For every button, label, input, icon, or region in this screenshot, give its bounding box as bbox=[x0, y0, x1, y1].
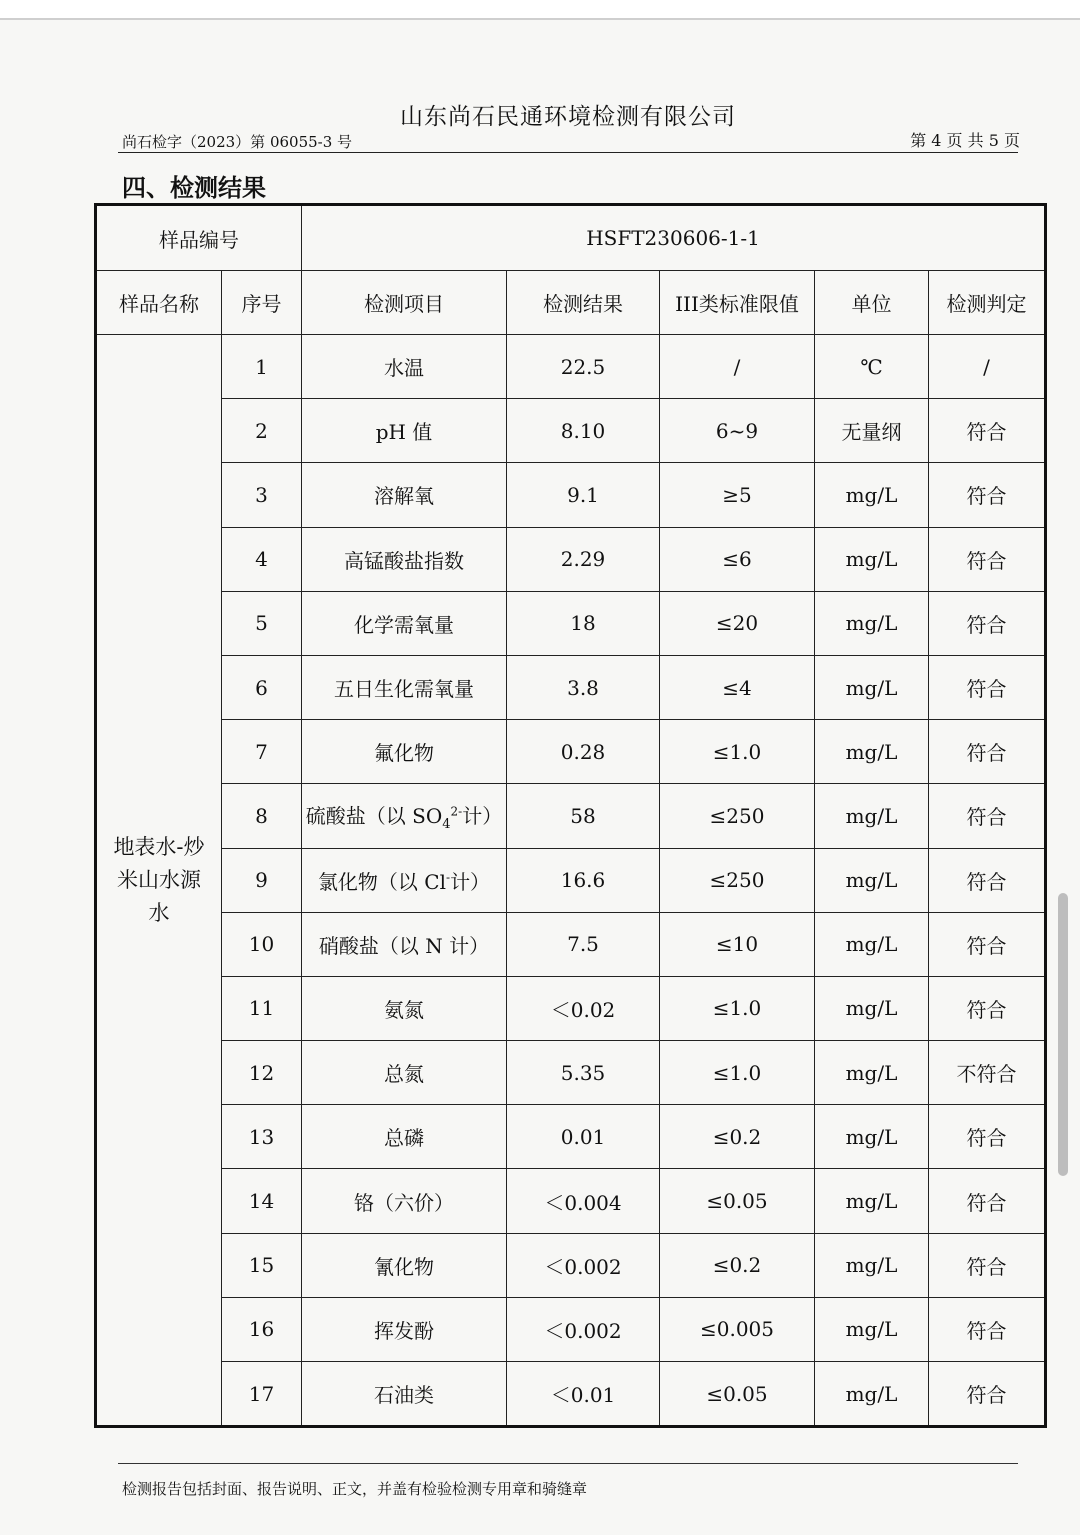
row-seq: 14 bbox=[222, 1169, 302, 1233]
row-limit: ≤0.2 bbox=[660, 1105, 815, 1169]
row-unit: mg/L bbox=[815, 720, 929, 784]
row-seq: 4 bbox=[222, 527, 302, 591]
row-seq: 17 bbox=[222, 1362, 302, 1427]
footer-note: 检测报告包括封面、报告说明、正文，并盖有检验检测专用章和骑缝章 bbox=[122, 1480, 588, 1498]
row-limit: ≤0.05 bbox=[660, 1169, 815, 1233]
row-item: pH 值 bbox=[302, 399, 507, 463]
row-item-part: 计） bbox=[450, 869, 491, 894]
sample-name-cell bbox=[96, 335, 222, 1427]
row-judgement: 符合 bbox=[929, 1362, 1046, 1427]
row-judgement: 符合 bbox=[929, 976, 1046, 1040]
row-judgement: 符合 bbox=[929, 1297, 1046, 1361]
row-unit: ℃ bbox=[815, 335, 929, 399]
row-item: 五日生化需氧量 bbox=[302, 655, 507, 719]
row-unit: mg/L bbox=[815, 784, 929, 848]
row-seq: 1 bbox=[222, 335, 302, 399]
row-unit: mg/L bbox=[815, 976, 929, 1040]
col-header-seq: 序号 bbox=[222, 271, 302, 335]
row-seq: 2 bbox=[222, 399, 302, 463]
row-result: 16.6 bbox=[507, 848, 660, 912]
row-unit: mg/L bbox=[815, 1041, 929, 1105]
row-limit: ≤250 bbox=[660, 784, 815, 848]
row-item: 溶解氧 bbox=[302, 463, 507, 527]
row-result: ＜0.004 bbox=[507, 1169, 660, 1233]
row-unit: mg/L bbox=[815, 1105, 929, 1169]
row-item: 总磷 bbox=[302, 1105, 507, 1169]
footer-divider bbox=[118, 1463, 1018, 1464]
row-limit: / bbox=[660, 335, 815, 399]
row-limit: 6~9 bbox=[660, 399, 815, 463]
row-judgement: 符合 bbox=[929, 591, 1046, 655]
row-seq: 8 bbox=[222, 784, 302, 848]
row-result: 18 bbox=[507, 591, 660, 655]
row-result: 7.5 bbox=[507, 912, 660, 976]
row-result: 0.28 bbox=[507, 720, 660, 784]
table-row bbox=[96, 527, 1046, 591]
scrollbar[interactable] bbox=[1058, 893, 1068, 1176]
row-judgement: 不符合 bbox=[929, 1041, 1046, 1105]
section-title: 四、检测结果 bbox=[122, 174, 266, 202]
table-row bbox=[96, 848, 1046, 912]
row-limit: ≤10 bbox=[660, 912, 815, 976]
row-item-part: - bbox=[446, 869, 451, 884]
row-item: 挥发酚 bbox=[302, 1297, 507, 1361]
results-table bbox=[94, 203, 1047, 1428]
row-unit: mg/L bbox=[815, 655, 929, 719]
row-limit: ≤1.0 bbox=[660, 1041, 815, 1105]
table-row bbox=[96, 1297, 1046, 1361]
row-limit: ≤0.2 bbox=[660, 1233, 815, 1297]
row-item: 铬（六价） bbox=[302, 1169, 507, 1233]
row-item bbox=[302, 848, 507, 912]
row-limit: ≤20 bbox=[660, 591, 815, 655]
row-judgement: 符合 bbox=[929, 1169, 1046, 1233]
row-item-part: 氯化物（以 Cl bbox=[317, 869, 446, 894]
row-item: 硝酸盐（以 N 计） bbox=[302, 912, 507, 976]
sample-number-value: HSFT230606-1-1 bbox=[302, 205, 1046, 271]
table-row bbox=[96, 591, 1046, 655]
table-row bbox=[96, 1105, 1046, 1169]
table-row bbox=[96, 784, 1046, 848]
row-result: 3.8 bbox=[507, 655, 660, 719]
row-limit: ≤1.0 bbox=[660, 720, 815, 784]
page-top-edge bbox=[0, 0, 1080, 20]
col-header-sample-name: 样品名称 bbox=[96, 271, 222, 335]
row-unit: 无量纲 bbox=[815, 399, 929, 463]
row-item-part: 计） bbox=[462, 803, 503, 828]
sample-name-line: 米山水源 bbox=[117, 867, 201, 892]
row-item-part: 硫酸盐（以 SO bbox=[305, 803, 443, 828]
row-unit: mg/L bbox=[815, 527, 929, 591]
row-result: 8.10 bbox=[507, 399, 660, 463]
row-judgement: 符合 bbox=[929, 912, 1046, 976]
row-limit: ≤0.005 bbox=[660, 1297, 815, 1361]
row-item-part: 2- bbox=[450, 804, 463, 819]
sample-name-line: 地表水-炒 bbox=[113, 834, 205, 859]
table-row bbox=[96, 1233, 1046, 1297]
table-row bbox=[96, 335, 1046, 399]
row-seq: 9 bbox=[222, 848, 302, 912]
row-seq: 15 bbox=[222, 1233, 302, 1297]
row-limit: ≤6 bbox=[660, 527, 815, 591]
row-result: 9.1 bbox=[507, 463, 660, 527]
row-limit: ≥5 bbox=[660, 463, 815, 527]
row-seq: 11 bbox=[222, 976, 302, 1040]
row-item: 氰化物 bbox=[302, 1233, 507, 1297]
row-seq: 7 bbox=[222, 720, 302, 784]
row-limit: ≤4 bbox=[660, 655, 815, 719]
row-result: ＜0.02 bbox=[507, 976, 660, 1040]
header-divider bbox=[118, 152, 1018, 153]
row-unit: mg/L bbox=[815, 848, 929, 912]
row-unit: mg/L bbox=[815, 1169, 929, 1233]
row-item: 化学需氧量 bbox=[302, 591, 507, 655]
row-unit: mg/L bbox=[815, 591, 929, 655]
row-judgement: / bbox=[929, 335, 1046, 399]
row-seq: 16 bbox=[222, 1297, 302, 1361]
sample-number-label: 样品编号 bbox=[96, 205, 302, 271]
row-unit: mg/L bbox=[815, 1362, 929, 1427]
row-judgement: 符合 bbox=[929, 527, 1046, 591]
col-header-limit: III类标准限值 bbox=[660, 271, 815, 335]
row-item: 氟化物 bbox=[302, 720, 507, 784]
row-judgement: 符合 bbox=[929, 463, 1046, 527]
row-unit: mg/L bbox=[815, 912, 929, 976]
row-item: 水温 bbox=[302, 335, 507, 399]
row-seq: 12 bbox=[222, 1041, 302, 1105]
col-header-result: 检测结果 bbox=[507, 271, 660, 335]
table-row bbox=[96, 976, 1046, 1040]
row-judgement: 符合 bbox=[929, 1105, 1046, 1169]
row-seq: 13 bbox=[222, 1105, 302, 1169]
row-judgement: 符合 bbox=[929, 1233, 1046, 1297]
row-result: ＜0.01 bbox=[507, 1362, 660, 1427]
row-judgement: 符合 bbox=[929, 399, 1046, 463]
table-row bbox=[96, 463, 1046, 527]
row-seq: 10 bbox=[222, 912, 302, 976]
page-number: 第 4 页 共 5 页 bbox=[910, 131, 1020, 150]
row-result: ＜0.002 bbox=[507, 1297, 660, 1361]
row-unit: mg/L bbox=[815, 463, 929, 527]
row-limit: ≤1.0 bbox=[660, 976, 815, 1040]
row-item bbox=[302, 784, 507, 848]
row-unit: mg/L bbox=[815, 1233, 929, 1297]
row-item: 氨氮 bbox=[302, 976, 507, 1040]
table-row bbox=[96, 1362, 1046, 1427]
header-row bbox=[96, 271, 1046, 335]
row-item-part: 4 bbox=[442, 816, 451, 832]
col-header-unit: 单位 bbox=[815, 271, 929, 335]
col-header-item: 检测项目 bbox=[302, 271, 507, 335]
row-result: 58 bbox=[507, 784, 660, 848]
row-limit: ≤250 bbox=[660, 848, 815, 912]
row-item: 高锰酸盐指数 bbox=[302, 527, 507, 591]
row-judgement: 符合 bbox=[929, 655, 1046, 719]
table-row bbox=[96, 1041, 1046, 1105]
report-number: 尚石检字（2023）第 06055-3 号 bbox=[122, 133, 353, 151]
company-name: 山东尚石民通环境检测有限公司 bbox=[400, 104, 736, 130]
table-row bbox=[96, 912, 1046, 976]
row-result: 5.35 bbox=[507, 1041, 660, 1105]
row-item: 石油类 bbox=[302, 1362, 507, 1427]
row-result: 22.5 bbox=[507, 335, 660, 399]
row-limit: ≤0.05 bbox=[660, 1362, 815, 1427]
row-seq: 5 bbox=[222, 591, 302, 655]
sample-number-row bbox=[96, 205, 1046, 271]
row-judgement: 符合 bbox=[929, 784, 1046, 848]
row-result: ＜0.002 bbox=[507, 1233, 660, 1297]
row-unit: mg/L bbox=[815, 1297, 929, 1361]
row-seq: 3 bbox=[222, 463, 302, 527]
row-judgement: 符合 bbox=[929, 720, 1046, 784]
row-result: 2.29 bbox=[507, 527, 660, 591]
row-item: 总氮 bbox=[302, 1041, 507, 1105]
table-row bbox=[96, 1169, 1046, 1233]
table-row bbox=[96, 655, 1046, 719]
row-result: 0.01 bbox=[507, 1105, 660, 1169]
row-judgement: 符合 bbox=[929, 848, 1046, 912]
table-row bbox=[96, 720, 1046, 784]
col-header-judgement: 检测判定 bbox=[929, 271, 1046, 335]
sample-name-line: 水 bbox=[148, 900, 170, 925]
row-seq: 6 bbox=[222, 655, 302, 719]
table-row bbox=[96, 399, 1046, 463]
